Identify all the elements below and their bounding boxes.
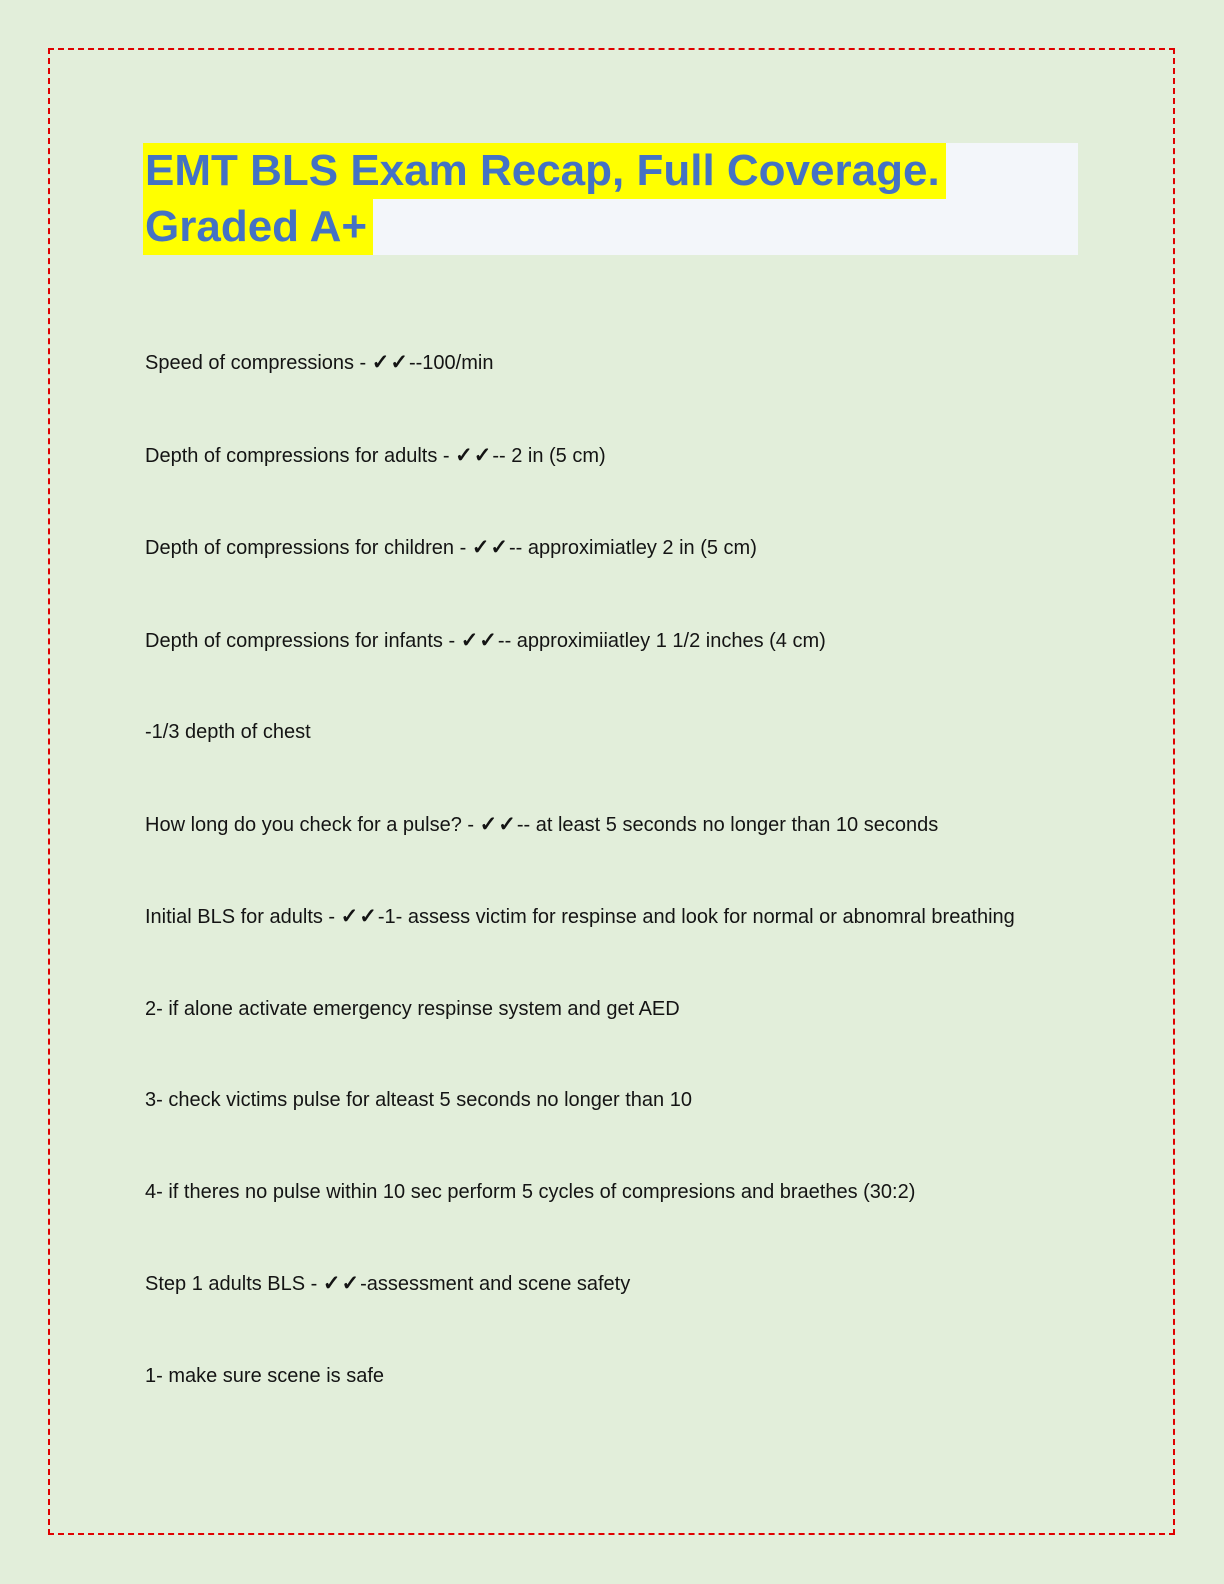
qa-item-pulse-check-duration: How long do you check for a pulse? - ✓✓-- at least 5 seconds no longer than 10 seconds: [145, 812, 939, 836]
qa-list: [143, 349, 1178, 1390]
page-title: [143, 143, 1078, 255]
checkmark-icon: ✓✓: [322, 1272, 361, 1295]
checkmark-icon: ✓✓: [371, 351, 409, 374]
qa-item-initial-bls-adults: Initial BLS for adults - ✓✓-1- assess victim for respinse and look for normal or abnomral breathing: [145, 905, 1015, 928]
checkmark-icon: ✓✓: [471, 536, 510, 559]
qa-item-depth-infants: Depth of compressions for infants - ✓✓-- approximiiatley 1 1/2 inches (4 cm): [145, 628, 826, 652]
page-title-line-1: EMT BLS Exam Recap, Full Coverage.: [143, 143, 946, 199]
qa-item-speed-of-compressions: Speed of compressions - ✓✓--100/min: [145, 351, 494, 374]
qa-item-step-4-cycles: 4- if theres no pulse within 10 sec perform 5 cycles of compresions and braethes (30:2): [145, 1180, 916, 1203]
document-content: [143, 143, 1178, 1390]
qa-item-depth-adults: Depth of compressions for adults - ✓✓-- 2 in (5 cm): [145, 443, 606, 467]
qa-item-step-3-check-pulse: 3- check victims pulse for alteast 5 seconds no longer than 10: [145, 1089, 692, 1111]
qa-item-third-depth-of-chest: -1/3 depth of chest: [145, 721, 311, 743]
checkmark-icon: ✓✓: [340, 905, 378, 928]
qa-item-depth-children: Depth of compressions for children - ✓✓-- approximiatley 2 in (5 cm): [145, 536, 757, 559]
checkmark-icon: ✓✓: [479, 812, 517, 836]
checkmark-icon: ✓✓: [455, 443, 493, 467]
page-title-line-2: Graded A+: [143, 199, 373, 255]
qa-item-step-1-adults-bls: Step 1 adults BLS - ✓✓-assessment and scene safety: [145, 1272, 631, 1295]
qa-item-make-sure-scene-safe: 1- make sure scene is safe: [145, 1364, 384, 1387]
qa-item-step-2-activate-ems: 2- if alone activate emergency respinse system and get AED: [145, 997, 680, 1020]
checkmark-icon: ✓✓: [460, 628, 498, 652]
title-panel: [143, 143, 1078, 255]
